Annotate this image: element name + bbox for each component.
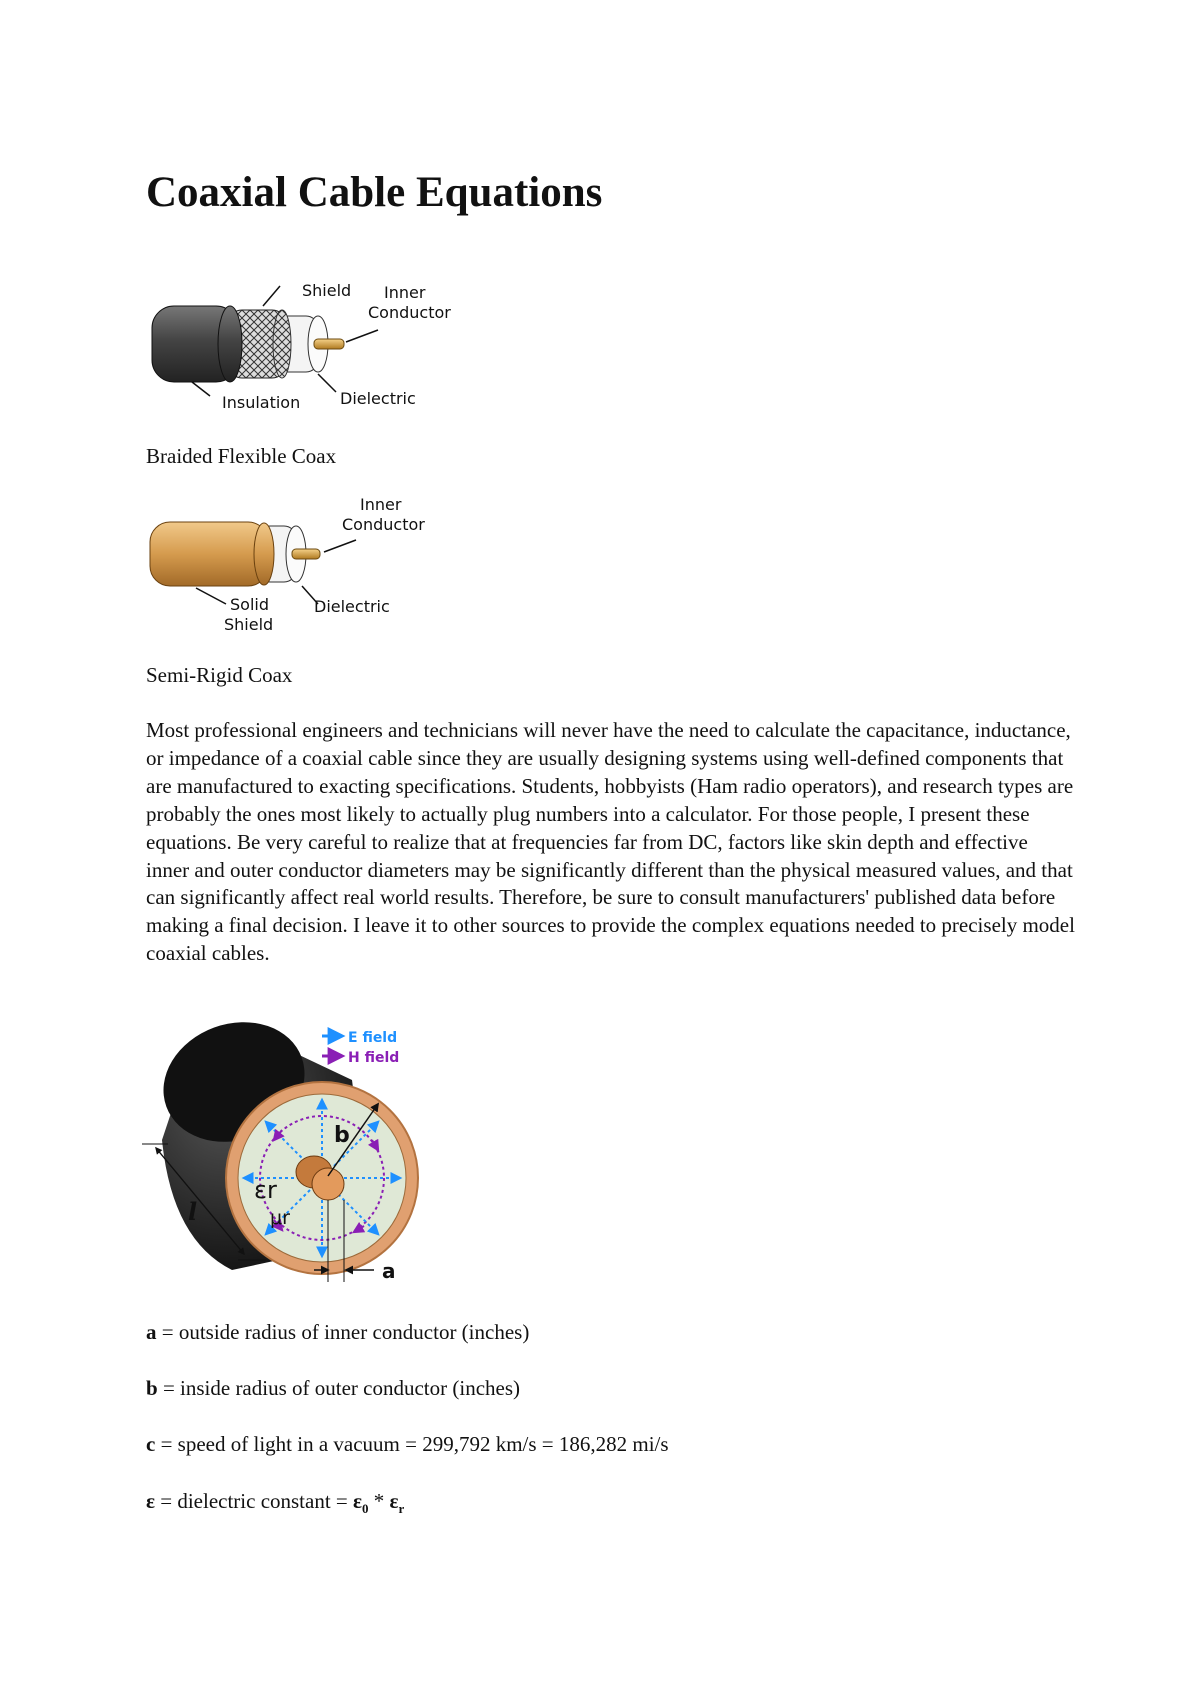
subscript-r: r (398, 1501, 405, 1517)
label-inner-1: Inner (360, 495, 402, 514)
subscript-0: 0 (362, 1501, 369, 1517)
caption-braided: Braided Flexible Coax (146, 444, 337, 468)
symbol-epsilon-r: ε (389, 1489, 399, 1513)
label-mu-r: μr (270, 1207, 290, 1229)
page-title: Coaxial Cable Equations (146, 169, 603, 216)
definition-c-text: = speed of light in a vacuum = 299,792 km/s = 186,282 mi/s (155, 1432, 669, 1456)
label-shield: Shield (302, 281, 352, 300)
inner-conductor (292, 549, 320, 559)
label-b: b (334, 1123, 350, 1148)
legend-e-field: E field (348, 1030, 398, 1046)
label-solid-1: Solid (230, 595, 269, 614)
definition-a (146, 1320, 529, 1345)
definition-c (146, 1432, 669, 1457)
symbol-epsilon-0: ε (353, 1489, 363, 1513)
coax-field-diagram (142, 1020, 432, 1290)
solid-shield (150, 522, 268, 586)
definition-b-text: = inside radius of outer conductor (inches) (157, 1376, 521, 1400)
label-a: a (382, 1259, 396, 1283)
label-solid-2: Shield (224, 615, 274, 634)
symbol-epsilon: ε (146, 1489, 155, 1513)
label-insulation: Insulation (222, 393, 301, 412)
definition-epsilon (146, 1489, 404, 1517)
body-paragraph: Most professional engineers and technicians will never have the need to calculate the capacitance, inductance, or impedance of a coaxial cable since they are usually designing systems using well-defined components that are manufactured to exacting specifications. Students, hobbyists (Ham radio operators), and research types are probably the ones most likely to actually plug numbers into a calculator. For those people, I present these equations. Be very careful to realize that at frequencies far from DC, factors like skin depth and effective inner and outer conductor diameters may be significantly different than the physical measured values, and that can significantly affect real world results. Therefore, be sure to consult manufacturers' published data before making a final decision. I leave it to other sources to provide the complex equations needed to precisely model coaxial cables. (146, 718, 1075, 966)
times-sign: * (368, 1489, 390, 1513)
symbol-a: a (146, 1320, 157, 1344)
label-eps-r: εr (254, 1176, 277, 1204)
symbol-b: b (146, 1376, 158, 1400)
symbol-c: c (146, 1432, 156, 1456)
definition-a-text: = outside radius of inner conductor (inches) (156, 1320, 530, 1344)
label-l: l (188, 1197, 198, 1226)
label-inner-2: Conductor (342, 515, 425, 534)
caption-semi-rigid: Semi-Rigid Coax (146, 663, 293, 687)
definition-b (146, 1376, 520, 1401)
semi-rigid-coax-diagram (146, 492, 446, 642)
inner-conductor (314, 339, 344, 349)
definition-epsilon-text: = dielectric constant = (154, 1489, 354, 1513)
label-inner-2: Conductor (368, 303, 451, 322)
braided-coax-diagram (146, 278, 466, 418)
label-inner-1: Inner (384, 283, 426, 302)
label-dielectric: Dielectric (340, 389, 416, 408)
inner-conductor (312, 1168, 344, 1200)
label-dielectric: Dielectric (314, 597, 390, 616)
legend-h-field: H field (348, 1050, 400, 1066)
